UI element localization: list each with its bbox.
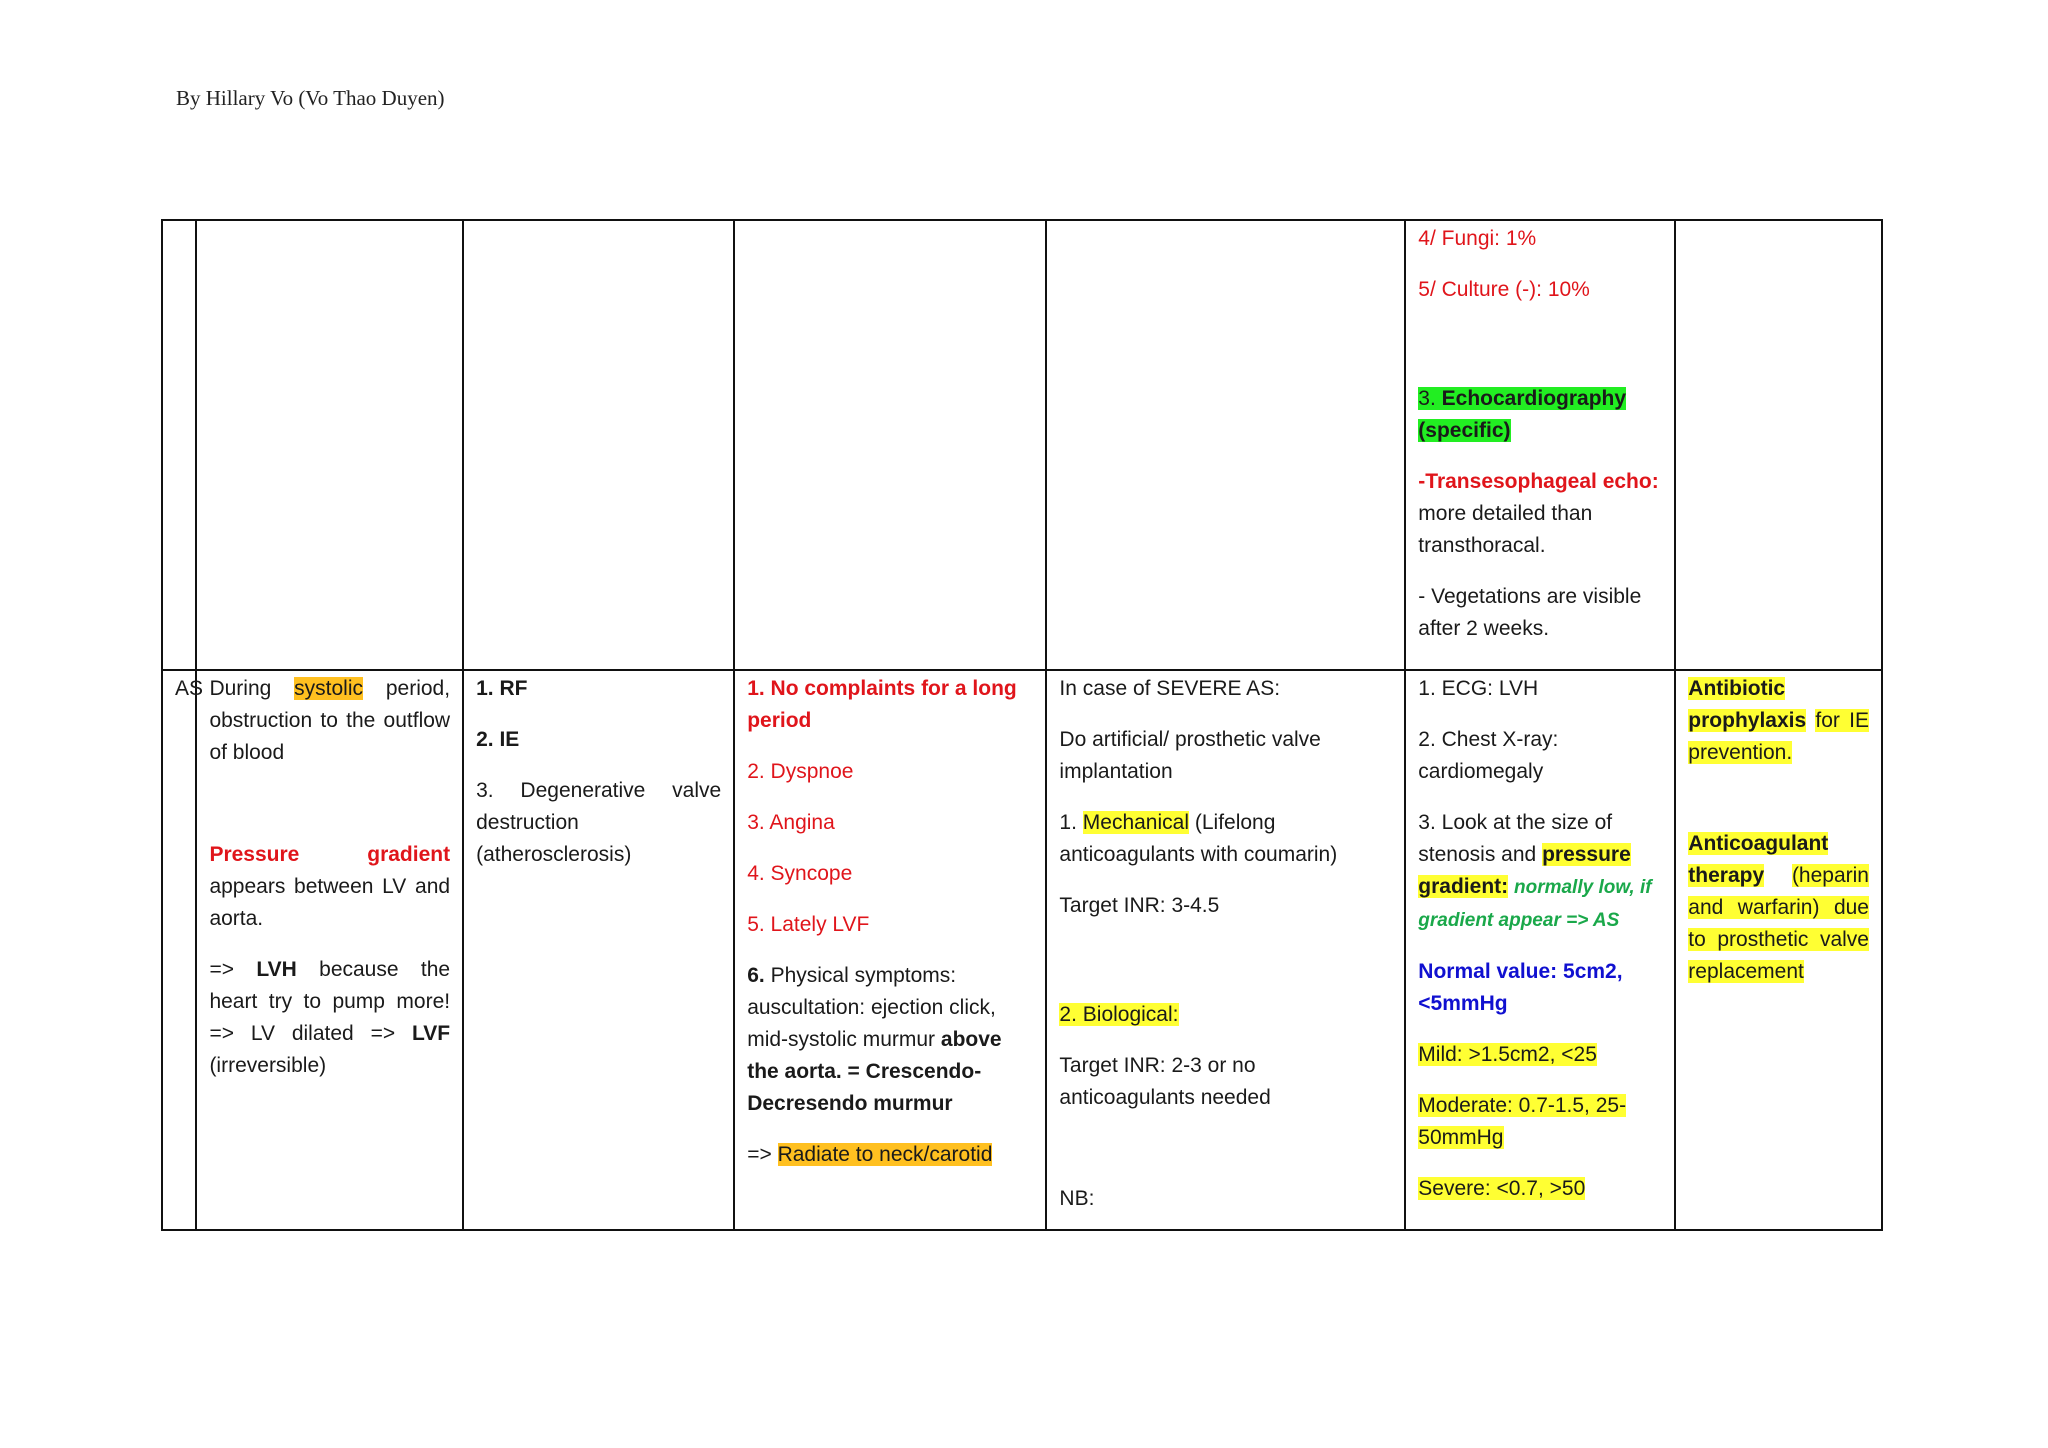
cell-pathophysiology	[196, 670, 463, 1230]
culture-line: 5/ Culture (-): 10%	[1418, 278, 1590, 301]
author-line: By Hillary Vo (Vo Thao Duyen)	[176, 86, 445, 110]
moderate-line: Moderate: 0.7-1.5, 25-50mmHg	[1418, 1094, 1627, 1149]
disease-name: AS	[175, 677, 204, 700]
lvh-paragraph: => LVH because the heart try to pump more! => LV dilated => LVF (irreversible)	[209, 958, 451, 1077]
cell-treatment	[1046, 670, 1405, 1230]
symptom-6: 6. Physical symptoms: auscultation: ejection click, mid-systolic murmur above the aorta. = Crescendo-Decresendo murmur	[747, 964, 1002, 1115]
cell-name	[162, 670, 204, 1230]
systolic-paragraph: During systolic period, obstruction to the outflow of blood	[209, 677, 451, 764]
symptom-2: 2. Dyspnoe	[747, 760, 854, 783]
inr2-line: Target INR: 2-3 or no anticoagulants needed	[1059, 1054, 1271, 1109]
antibiotic-paragraph: Antibiotic prophylaxis for IE prevention.	[1688, 677, 1869, 764]
table-row	[162, 220, 1882, 670]
cause-ie: 2. IE	[476, 728, 520, 751]
cell-diagnosis	[1405, 220, 1675, 670]
symptom-3: 3. Angina	[747, 811, 835, 834]
pressure-paragraph: Pressure gradient appears between LV and aorta.	[209, 843, 451, 930]
biological-line: 2. Biological:	[1059, 1003, 1179, 1026]
tee-paragraph: -Transesophageal echo: more detailed than transthoracal.	[1418, 470, 1659, 557]
nb-line: NB:	[1059, 1187, 1095, 1210]
cell-symptoms	[734, 670, 1046, 1230]
echo-heading: 3. Echocardiography (specific)	[1418, 387, 1627, 442]
anticoagulant-paragraph: Anticoagulant therapy (heparin and warfarin) due to prosthetic valve replacement	[1688, 832, 1869, 983]
implant-line: Do artificial/ prosthetic valve implantation	[1059, 728, 1321, 783]
symptom-5: 5. Lately LVF	[747, 913, 870, 936]
cause-degenerative: 3. Degenerative valve destruction (atherosclerosis)	[476, 779, 722, 866]
fungi-line: 4/ Fungi: 1%	[1418, 227, 1537, 250]
cell-prevention	[1675, 220, 1882, 670]
radiate-line: => Radiate to neck/carotid	[747, 1143, 993, 1166]
mechanical-line: 1. Mechanical (Lifelong anticoagulants with coumarin)	[1059, 811, 1338, 866]
gradient-paragraph: 3. Look at the size of stenosis and pressure gradient: normally low, if gradient appear => AS	[1418, 811, 1652, 931]
cell-symptoms	[734, 220, 1046, 670]
cell-diagnosis	[1405, 670, 1675, 1230]
cell-causes	[463, 220, 734, 670]
symptom-1: 1. No complaints for a long period	[747, 677, 1017, 732]
severe-line: Severe: <0.7, >50	[1418, 1177, 1586, 1200]
xray-line: 2. Chest X-ray: cardiomegaly	[1418, 728, 1559, 783]
ecg-line: 1. ECG: LVH	[1418, 677, 1539, 700]
normal-value-line: Normal value: 5cm2, <5mmHg	[1418, 960, 1623, 1015]
cell-pathophysiology	[196, 220, 463, 670]
table-row	[162, 670, 1882, 1230]
inr1-line: Target INR: 3-4.5	[1059, 894, 1220, 917]
vegetations-line: - Vegetations are visible after 2 weeks.	[1418, 585, 1642, 640]
cell-treatment	[1046, 220, 1405, 670]
valve-disease-table	[161, 219, 1883, 1231]
severe-line: In case of SEVERE AS:	[1059, 677, 1281, 700]
mild-line: Mild: >1.5cm2, <25	[1418, 1043, 1597, 1066]
cell-name	[162, 220, 196, 670]
cell-causes	[463, 670, 734, 1230]
symptom-4: 4. Syncope	[747, 862, 853, 885]
cause-rf: 1. RF	[476, 677, 528, 700]
cell-prevention	[1675, 670, 1882, 1230]
